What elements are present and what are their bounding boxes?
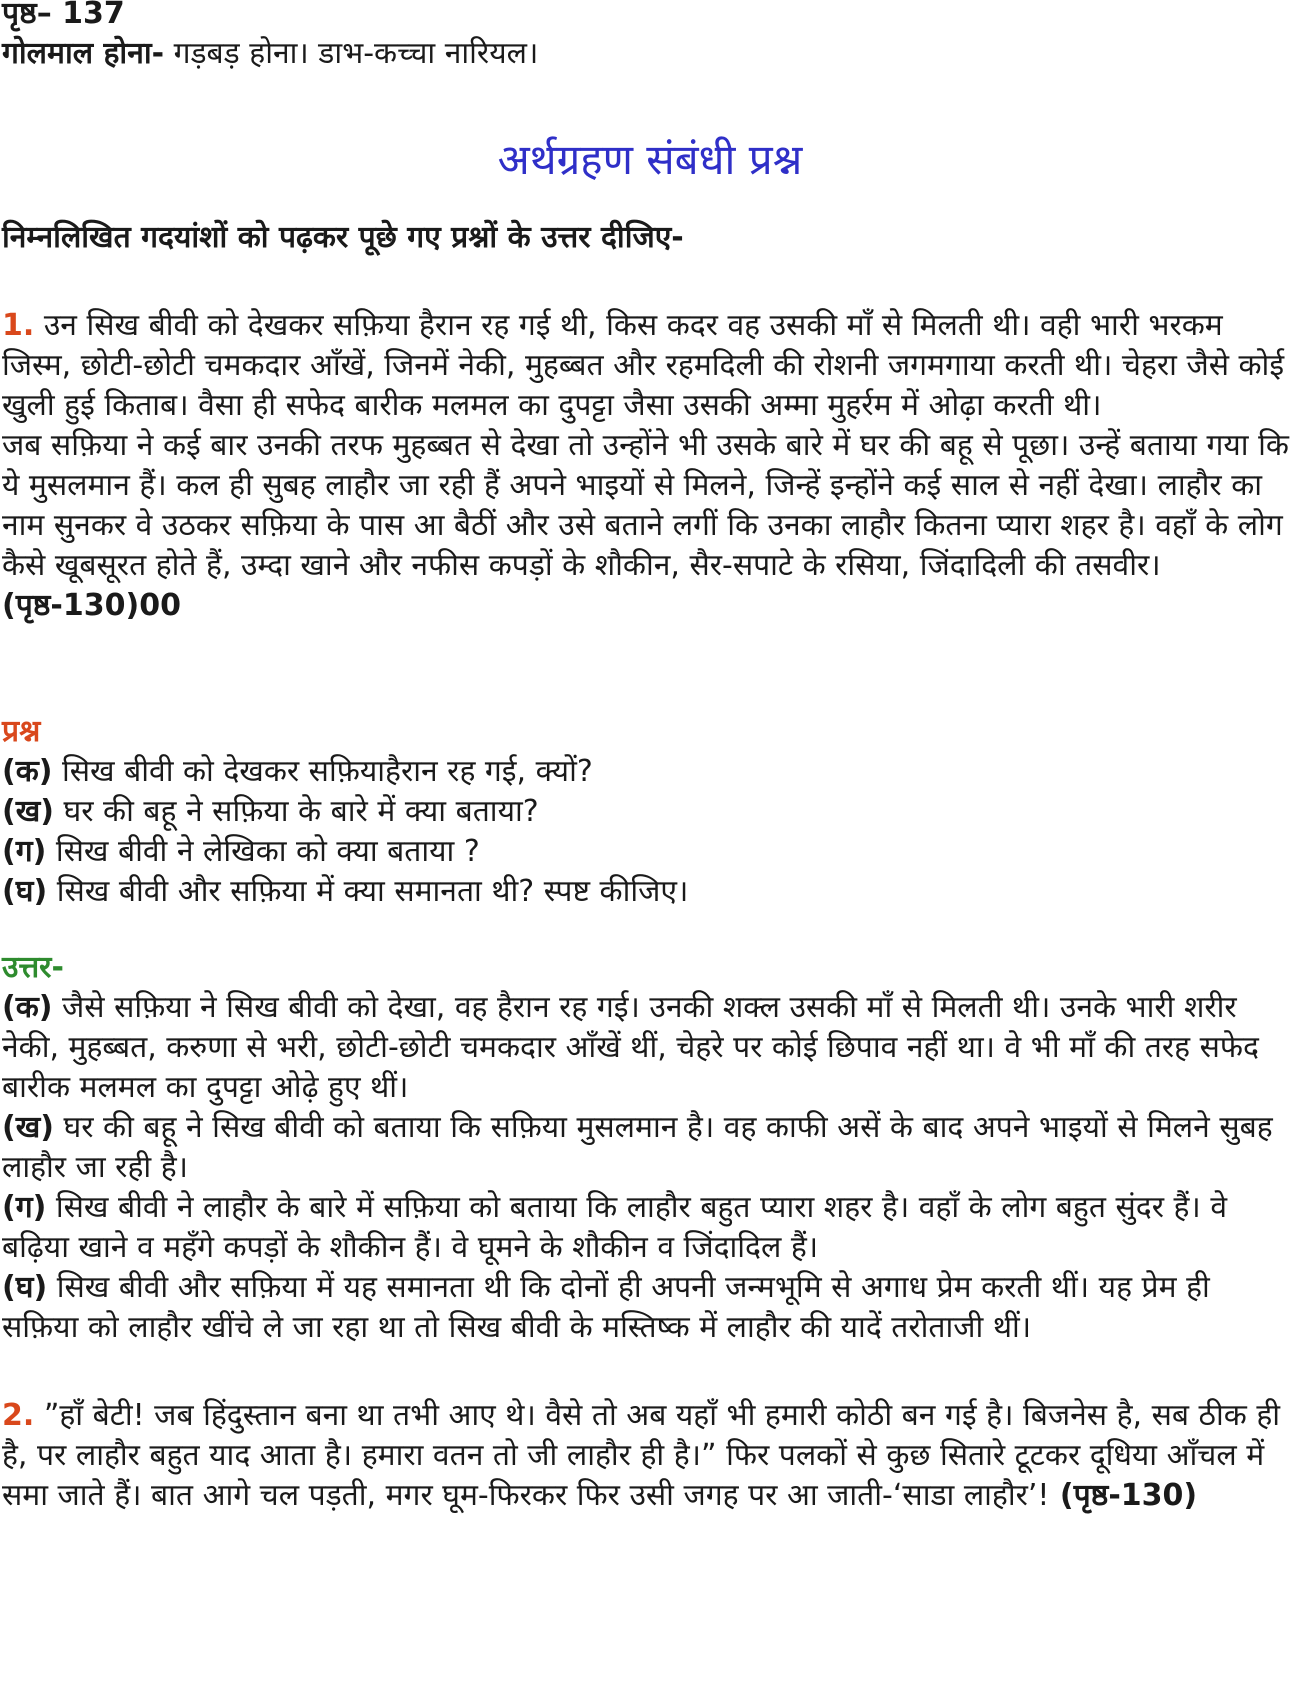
questions-section — [2, 712, 1294, 912]
answer-marker: (क) — [2, 990, 53, 1025]
passage-number: 1. — [2, 308, 35, 343]
answer-item — [2, 988, 1294, 1108]
answer-text: सिख बीवी और सफ़िया में यह समानता थी कि दोनों ही अपनी जन्मभूमि से अगाध प्रेम करती थीं। यह प्रेम ही सफ़िया को लाहौर खींचे ले जा रहा था तो सिख बीवी के मस्तिष्क में लाहौर की यादें तरोताजी थीं। — [2, 1270, 1210, 1345]
answer-text: जैसे सफ़िया ने सिख बीवी को देखा, वह हैरान रह गई। उनकी शक्ल उसकी माँ से मिलती थी। उनके भारी शरीर नेकी, मुहब्बत, करुणा से भरी, छोटी-छोटी चमकदार आँखें थीं, चेहरे पर कोई छिपाव नहीं था। वे भी माँ की तरह सफेद बारीक मलमल का दुपट्टा ओढ़े हुए थीं। — [2, 990, 1259, 1105]
question-marker: (घ) — [2, 874, 48, 909]
page-number: पृष्ठ– 137 — [2, 0, 125, 31]
passage-2 — [2, 1396, 1294, 1516]
answers-label: उत्तर- — [2, 950, 64, 985]
question-item — [2, 872, 1294, 912]
question-item — [2, 752, 1294, 792]
vocab-term: गोलमाल होना- — [2, 36, 165, 71]
passage-text: उन सिख बीवी को देखकर सफ़िया हैरान रह गई थी, किस कदर वह उसकी माँ से मिलती थी। वही भारी भरकम जिस्म, छोटी-छोटी चमकदार आँखें, जिनमें नेकी, मुहब्बत और रहमदिली की रोशनी जगमगाया करती थी। चेहरा जैसे कोई खुली हुई किताब। वैसा ही सफेद बारीक मलमल का दुपट्टा जैसा उसकी अम्मा मुहर्रम में ओढ़ा करती थी। — [2, 308, 1285, 423]
question-marker: (ग) — [2, 834, 47, 869]
vocab-line — [2, 34, 1294, 74]
question-text: सिख बीवी ने लेखिका को क्या बताया ? — [46, 834, 480, 869]
answer-marker: (ख) — [2, 1110, 54, 1145]
answers-section — [2, 948, 1294, 1348]
passage-1-para-1 — [2, 306, 1294, 426]
passage-number: 2. — [2, 1398, 35, 1433]
instruction: निम्नलिखित गदयांशों को पढ़कर पूछे गए प्रश्नों के उत्तर दीजिए- — [2, 220, 684, 255]
passage-2-para — [2, 1396, 1294, 1516]
question-marker: (क) — [2, 754, 53, 789]
answer-item — [2, 1188, 1294, 1268]
answer-item — [2, 1108, 1294, 1188]
section-title: अर्थग्रहण संबंधी प्रश्न — [497, 135, 803, 184]
questions-label: प्रश्न — [2, 714, 41, 749]
answer-text: सिख बीवी ने लाहौर के बारे में सफ़िया को बताया कि लाहौर बहुत प्यारा शहर है। वहाँ के लोग बहुत सुंदर हैं। वे बढ़िया खाने व महँगे कपड़ों के शौकीन हैं। वे घूमने के शौकीन व जिंदादिल हैं। — [2, 1190, 1228, 1265]
question-item — [2, 832, 1294, 872]
question-text: सिख बीवी को देखकर सफ़ियाहैरान रह गई, क्यों? — [52, 754, 593, 789]
question-item — [2, 792, 1294, 832]
passage-1 — [2, 306, 1294, 626]
page-reference: (पृष्ठ-130) — [1049, 1478, 1198, 1513]
question-marker: (ख) — [2, 794, 54, 829]
page-reference: (पृष्ठ-130)00 — [2, 588, 181, 623]
answer-marker: (घ) — [2, 1270, 48, 1305]
question-text: घर की बहू ने सफ़िया के बारे में क्या बताया? — [53, 794, 539, 829]
answer-item — [2, 1268, 1294, 1348]
answer-text: घर की बहू ने सिख बीवी को बताया कि सफ़िया मुसलमान है। वह काफी असें के बाद अपने भाइयों से मिलने सुबह लाहौर जा रही है। — [2, 1110, 1273, 1185]
passage-1-para-2 — [2, 426, 1294, 626]
passage-text: ”हाँ बेटी! जब हिंदुस्तान बना था तभी आए थे। वैसे तो अब यहाँ भी हमारी कोठी बन गई है। बिजनेस है, सब ठीक ही है, पर लाहौर बहुत याद आता है। हमारा वतन तो जी लाहौर ही है।” फिर पलकों से कुछ सितारे टूटकर दूधिया आँचल में समा जाते हैं। बात आगे चल पड़ती, मगर घूम-फिरकर फिर उसी जगह पर आ जाती-‘साडा लाहौर’! — [2, 1398, 1281, 1513]
header — [2, 0, 1294, 74]
question-text: सिख बीवी और सफ़िया में क्या समानता थी? स्पष्ट कीजिए। — [47, 874, 689, 909]
vocab-meaning: गड़बड़ होना। डाभ-कच्चा नारियल। — [164, 36, 539, 71]
answer-marker: (ग) — [2, 1190, 47, 1225]
passage-text: जब सफ़िया ने कई बार उनकी तरफ मुहब्बत से देखा तो उन्होंने भी उसके बारे में घर की बहू से पूछा। उन्हें बताया गया कि ये मुसलमान हैं। कल ही सुबह लाहौर जा रही हैं अपने भाइयों से मिलने, जिन्हें इन्होंने कई साल से नहीं देखा। लाहौर का नाम सुनकर वे उठकर सफ़िया के पास आ बैठीं और उसे बताने लगीं कि उनका लाहौर कितना प्यारा शहर है। वहाँ के लोग कैसे खूबसूरत होते हैं, उम्दा खाने और नफीस कपड़ों के शौकीन, सैर-सपाटे के रसिया, जिंदादिली की तसवीर। — [2, 428, 1289, 583]
